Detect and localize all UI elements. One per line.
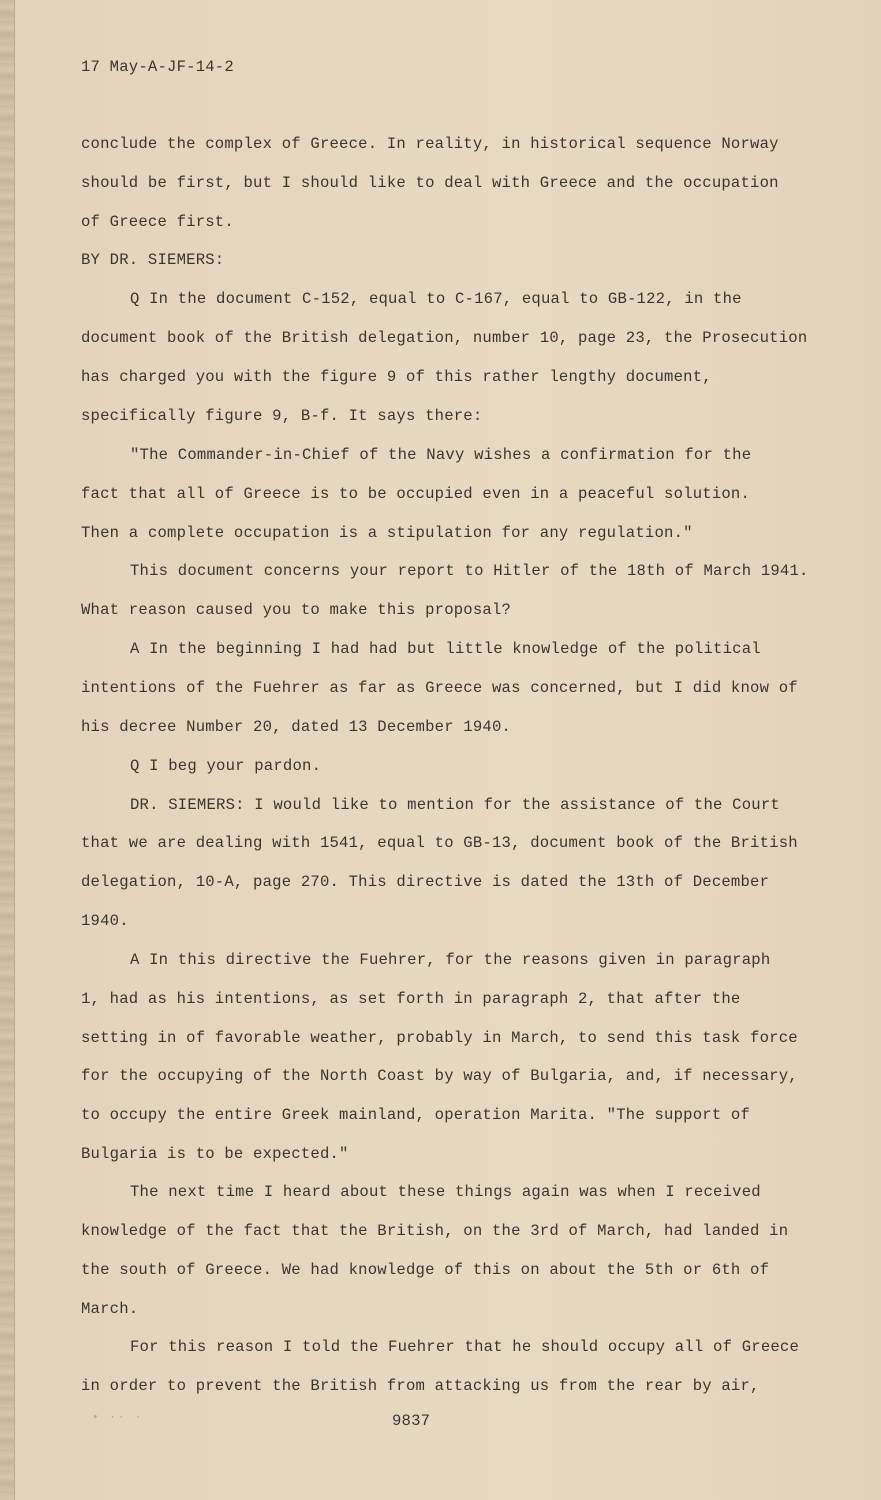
document-reference: 17 May-A-JF-14-2 [81,58,234,76]
answer-line: A In this directive the Fuehrer, for the reasons given in paragraph [130,951,771,969]
text-line: What reason caused you to make this proposal? [81,601,512,619]
text-line: Bulgaria is to be expected." [81,1145,349,1163]
torn-page-edge [0,0,15,1500]
text-line: This document concerns your report to Hitler of the 18th of March 1941. [130,562,809,580]
text-line: has charged you with the figure 9 of this rather lengthy document, [81,368,712,386]
quote-line: fact that all of Greece is to be occupied even in a peaceful solution. [81,485,751,503]
text-line: knowledge of the fact that the British, on the 3rd of March, had landed in [81,1222,789,1240]
speaker-line: DR. SIEMERS: I would like to mention for the assistance of the Court [130,796,780,814]
text-line: should be first, but I should like to deal with Greece and the occupation [81,174,779,192]
answer-line: A In the beginning I had had but little knowledge of the political [130,640,761,658]
text-line: that we are dealing with 1541, equal to GB-13, document book of the British [81,834,798,852]
text-line: March. [81,1300,139,1318]
text-line: conclude the complex of Greece. In reality, in historical sequence Norway [81,135,779,153]
page-number: 9837 [392,1412,431,1430]
text-line: to occupy the entire Greek mainland, operation Marita. "The support of [81,1106,751,1124]
text-line: For this reason I told the Fuehrer that he should occupy all of Greece [130,1338,800,1356]
text-line: setting in of favorable weather, probably in March, to send this task force [81,1029,798,1047]
text-line: his decree Number 20, dated 13 December 1940. [81,718,512,736]
text-line: the south of Greece. We had knowledge of this on about the 5th or 6th of [81,1261,770,1279]
text-line: The next time I heard about these things again was when I received [130,1183,761,1201]
quote-line: Then a complete occupation is a stipulation for any regulation." [81,524,693,542]
question-line: Q I beg your pardon. [130,757,322,775]
text-line: document book of the British delegation, number 10, page 23, the Prosecution [81,329,808,347]
text-line: 1940. [81,912,129,930]
text-line: 1, had as his intentions, as set forth in paragraph 2, that after the [81,990,741,1008]
text-line: specifically figure 9, B-f. It says there: [81,407,483,425]
quote-line: "The Commander-in-Chief of the Navy wishes a confirmation for the [130,446,752,464]
stamp-smudge: • ·· · [92,1412,144,1424]
text-line: of Greece first. [81,213,234,231]
text-line: delegation, 10-A, page 270. This directive is dated the 13th of December [81,873,770,891]
text-line: for the occupying of the North Coast by way of Bulgaria, and, if necessary, [81,1067,798,1085]
question-line: Q In the document C-152, equal to C-167, equal to GB-122, in the [130,290,742,308]
text-line: intentions of the Fuehrer as far as Greece was concerned, but I did know of [81,679,798,697]
text-line: in order to prevent the British from attacking us from the rear by air, [81,1377,760,1395]
speaker-heading: BY DR. SIEMERS: [81,251,225,269]
